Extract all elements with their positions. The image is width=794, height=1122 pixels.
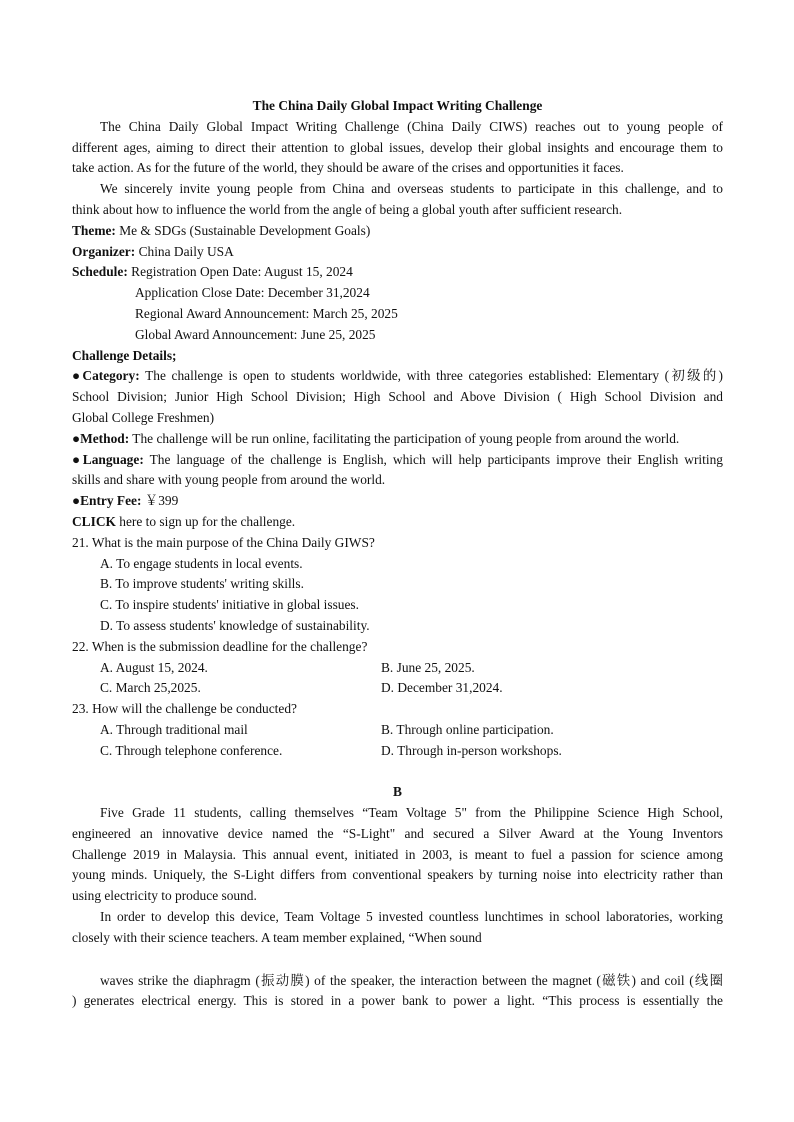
organizer-value: China Daily USA xyxy=(135,243,234,259)
method-value: The challenge will be run online, facilitating the participation of young people from around the world. xyxy=(129,430,680,446)
method-row xyxy=(72,429,723,450)
theme-row xyxy=(72,221,723,242)
document-page xyxy=(72,96,723,1012)
schedule-label: Schedule: xyxy=(72,264,128,280)
b-para1-line-1: Five Grade 11 students, calling themselves “Team Voltage 5" from the Philippine Science High School, xyxy=(100,805,723,821)
question-21-stem: 21. What is the main purpose of the China Daily GIWS? xyxy=(72,534,375,550)
question-22-option-a: A. August 15, 2024. xyxy=(100,659,208,675)
b-para2-line-1: In order to develop this device, Team Voltage 5 invested countless lunchtimes in school laboratories, working xyxy=(100,909,723,925)
details-heading xyxy=(72,346,723,367)
b-para1-line-5: using electricity to produce sound. xyxy=(72,888,257,904)
passage-title: The China Daily Global Impact Writing Challenge xyxy=(252,98,543,113)
page-break-spacer xyxy=(72,949,723,971)
question-23-options-row-1 xyxy=(72,720,723,741)
category-text-1: The challenge is open to students worldwide, with three categories established: Elementary (初级的) xyxy=(139,368,723,384)
fee-row xyxy=(72,491,723,512)
organizer-label: Organizer: xyxy=(72,243,136,259)
question-23-option-b: B. Through online participation. xyxy=(381,721,554,737)
b-para2-line-2: closely with their science teachers. A team member explained, “When sound xyxy=(72,929,482,945)
schedule-row xyxy=(72,262,723,283)
language-label: ●Language: xyxy=(72,451,144,467)
question-22-option-d: D. December 31,2024. xyxy=(381,680,503,696)
question-21-option-d: D. To assess students' knowledge of sustainability. xyxy=(100,617,370,633)
schedule-item-1: Registration Open Date: August 15, 2024 xyxy=(127,264,353,280)
schedule-item-3: Regional Award Announcement: March 25, 2025 xyxy=(135,305,398,321)
theme-value: Me & SDGs (Sustainable Development Goals) xyxy=(115,222,371,238)
method-label: ●Method: xyxy=(72,430,130,446)
click-link[interactable]: CLICK xyxy=(72,513,116,529)
question-23-option-c: C. Through telephone conference. xyxy=(100,742,283,758)
question-22-options-row-1 xyxy=(72,658,723,679)
details-heading-text: Challenge Details; xyxy=(72,347,177,363)
b-para1-line-3: Challenge 2019 in Malaysia. This annual event, initiated in 2003, is meant to fuel a passion for science among xyxy=(72,846,723,862)
question-23-option-a: A. Through traditional mail xyxy=(100,721,248,737)
b-para1-line-4: young minds. Uniquely, the S-Light differs from conventional speakers by turning noise into electricity rather than xyxy=(72,867,723,883)
signup-text: here to sign up for the challenge. xyxy=(115,513,296,529)
intro-line-1: The China Daily Global Impact Writing Challenge (China Daily CIWS) reaches out to young people of xyxy=(100,118,723,134)
b-para1-line-2: engineered an innovative device named the “S-Light" and secured a Silver Award at the Young Inventors xyxy=(72,825,723,841)
fee-label: ●Entry Fee: xyxy=(72,493,142,509)
schedule-item-2: Application Close Date: December 31,2024 xyxy=(135,285,370,301)
category-line-1 xyxy=(72,366,723,387)
organizer-row xyxy=(72,242,723,263)
section-b-heading: B xyxy=(393,784,402,800)
question-21-option-b: B. To improve students' writing skills. xyxy=(100,576,304,592)
section-spacer xyxy=(72,762,723,783)
category-line-2: School Division; Junior High School Division; High School and Above Division ( High School Division and xyxy=(72,389,723,405)
question-22-stem: 22. When is the submission deadline for the challenge? xyxy=(72,638,368,654)
language-line-2: skills and share with young people from around the world. xyxy=(72,472,386,488)
question-22-options-row-2 xyxy=(72,678,723,699)
category-line-3: Global College Freshmen) xyxy=(72,409,215,425)
intro-line-2: different ages, aiming to direct their attention to global issues, develop their global insights and encourage them to xyxy=(72,139,723,155)
b-para3-line-2: ) generates electrical energy. This is stored in a power bank to power a light. “This process is essentially the xyxy=(72,993,723,1009)
invite-line-2: think about how to influence the world from the angle of being a global youth after sufficient research. xyxy=(72,201,623,217)
invite-line-1: We sincerely invite young people from China and overseas students to participate in this challenge, and to xyxy=(100,181,723,197)
question-22-option-c: C. March 25,2025. xyxy=(100,680,201,696)
language-line-1 xyxy=(72,450,723,471)
question-23-stem: 23. How will the challenge be conducted? xyxy=(72,701,297,717)
question-21-option-a: A. To engage students in local events. xyxy=(100,555,303,571)
b-para3-line-1: waves strike the diaphragm (振动膜) of the speaker, the interaction between the magnet (磁铁) and coil (线圈 xyxy=(100,972,723,988)
language-text-1: The language of the challenge is English, which will help participants improve their English writing xyxy=(143,451,723,467)
category-label: ●Category: xyxy=(72,368,140,384)
schedule-item-4: Global Award Announcement: June 25, 2025 xyxy=(135,326,376,342)
intro-line-3: take action. As for the future of the world, they should be aware of the crises and opportunities it faces. xyxy=(72,160,624,176)
fee-value: ￥399 xyxy=(141,493,179,509)
question-22-option-b: B. June 25, 2025. xyxy=(381,659,475,675)
question-21-option-c: C. To inspire students' initiative in global issues. xyxy=(100,597,359,613)
signup-row xyxy=(72,512,723,533)
theme-label: Theme: xyxy=(72,222,116,238)
question-23-options-row-2 xyxy=(72,741,723,762)
question-23-option-d: D. Through in-person workshops. xyxy=(381,742,562,758)
